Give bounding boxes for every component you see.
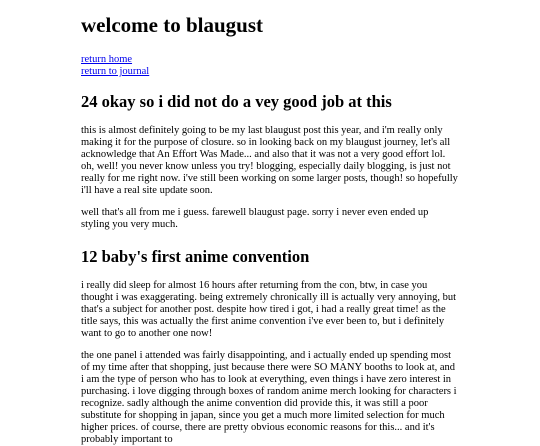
- return-home-link[interactable]: return home: [81, 54, 133, 66]
- post-heading: 12 baby's first anime convention: [81, 246, 310, 266]
- post-heading: 24 okay so i did not do a vey good job at this: [81, 92, 392, 112]
- nav-links: [81, 54, 459, 78]
- post-paragraph: the one panel i attended was fairly disappointing, and i actually ended up spending most of my time after that shopping, just because there were SO MANY booths to look at, and i am the type of person who has to look at everything, even things i have zero interest in purchasing. i love digging through boxes of random anime merch looking for characters i recognize. sadly although the anime convention did provide this, it was still a poor substitute for shopping in japan, since you get a much more limited selection for much higher prices. of course, there are pretty obvious economic reasons for this... and it's probably important to: [81, 349, 457, 445]
- post-12: [81, 247, 459, 446]
- return-to-journal-link[interactable]: return to journal: [81, 66, 150, 78]
- site-title: welcome to blaugust: [81, 13, 263, 37]
- post-24: [81, 92, 459, 231]
- post-paragraph: this is almost definitely going to be my last blaugust post this year, and i'm really only making it for the purpose of closure. so in looking back on my blaugust journey, let's all acknowledge that An Effort Was Made... and also that it was not a very good effort lol. oh, well! you never know unless you try! blogging, especially daily blogging, is just not really for me right now. i've still been working on some larger posts, though! so hopefully i'll have a real site update soon.: [81, 124, 458, 196]
- post-paragraph: i really did sleep for almost 16 hours after returning from the con, btw, in case you thought i was exaggerating. being extremely chronically ill is actually very annoying, but that's a subject for another post. despite how tired i got, i had a really great time! as the title says, this was actually the first anime convention i've ever been to, but i definitely want to go to another one now!: [81, 279, 456, 339]
- post-paragraph: well that's all from me i guess. farewell blaugust page. sorry i never even ended up styling you very much.: [81, 206, 429, 230]
